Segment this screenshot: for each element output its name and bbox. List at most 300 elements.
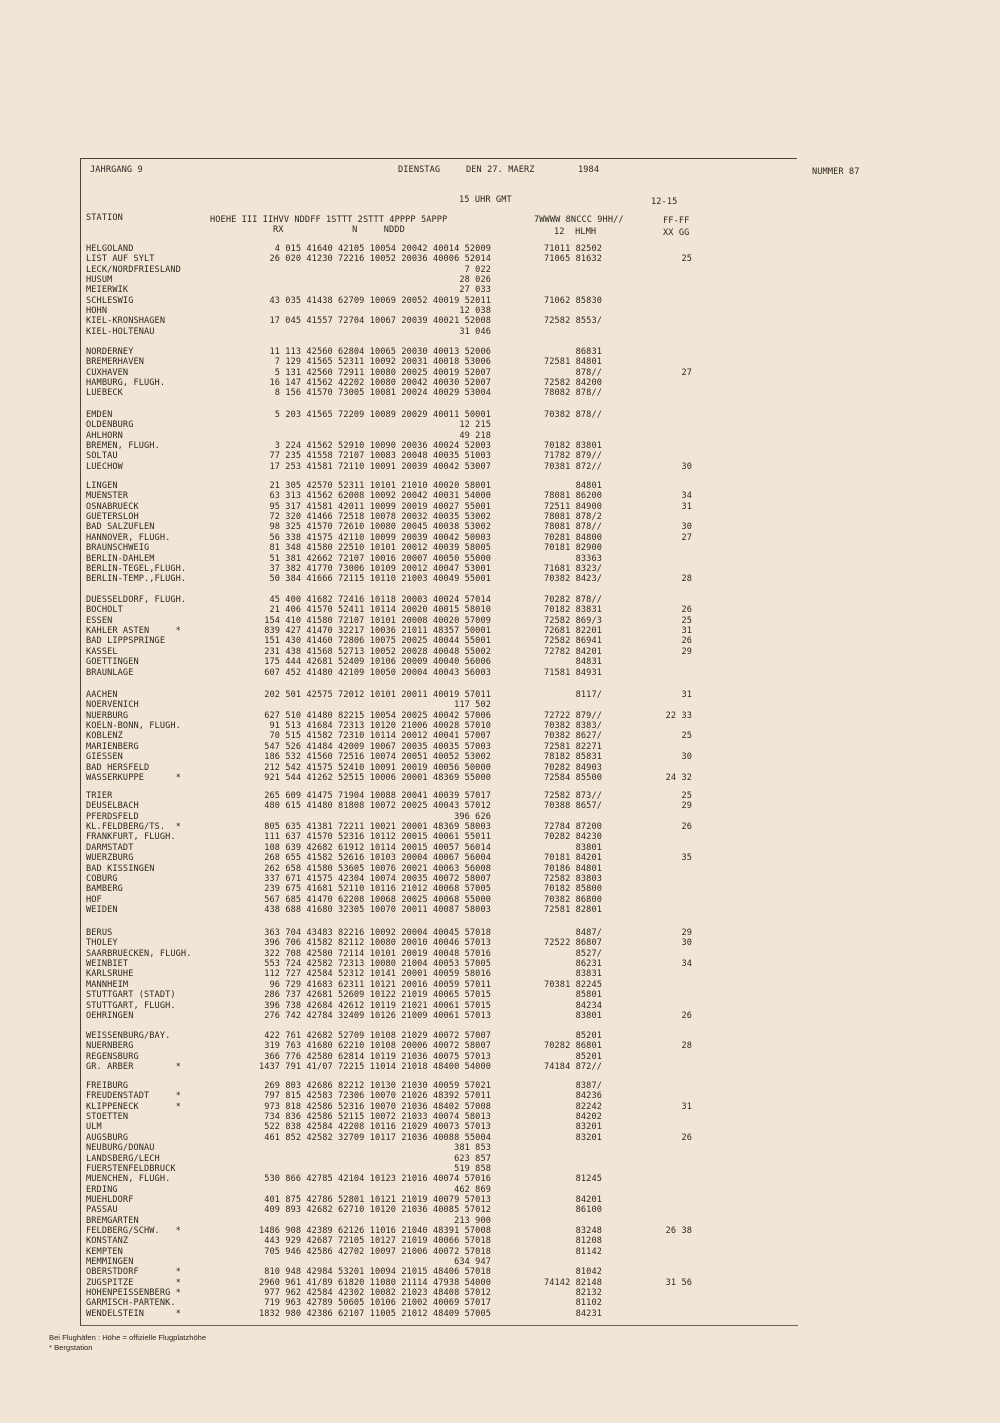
station-weather-groups: 70281 84800 — [543, 532, 602, 543]
station-weather-groups: 81102 — [575, 1298, 602, 1309]
station-name: MANNHEIM — [86, 979, 129, 990]
station-wind-gusts: 26 — [681, 605, 692, 616]
station-name: OSNABRUECK — [86, 501, 139, 512]
station-codes: 70 515 41582 72310 10114 20012 40041 57007 — [269, 731, 491, 742]
station-weather-groups: 878// — [575, 367, 602, 378]
station-name: GR. ARBER * — [86, 1062, 181, 1072]
station-codes: 45 400 41682 72416 10118 20003 40024 57014 — [269, 595, 491, 605]
station-name: OEHRINGEN — [86, 1010, 134, 1021]
station-codes: 627 510 41480 82215 10054 20025 40042 57006 — [264, 710, 491, 721]
column-header-weather: 7WWWW 8NCCC 9HH// — [534, 215, 624, 225]
station-codes: 26 020 41230 72216 10052 20036 40006 52014 — [269, 254, 491, 265]
station-codes: 381 853 — [454, 1143, 491, 1154]
station-wind-gusts: 30 — [681, 938, 692, 949]
station-wind-gusts: 28 — [681, 574, 692, 585]
station-name: STUTTGART, FLUGH. — [86, 1000, 176, 1011]
station-codes: 319 763 41680 62210 10108 20006 40072 58007 — [264, 1041, 491, 1052]
station-weather-groups: 72681 82201 — [543, 626, 602, 636]
station-name: MEMMINGEN — [86, 1257, 134, 1267]
station-name: WEINBIET — [86, 959, 129, 969]
station-name: KARLSRUHE — [86, 969, 134, 980]
station-name: KIEL-HOLTENAU — [86, 326, 155, 337]
station-codes: 973 818 42586 52316 10070 21036 48402 57008 — [264, 1101, 491, 1112]
station-codes: 409 893 42682 62710 10120 21036 40085 57012 — [264, 1205, 491, 1216]
station-codes: 480 615 41480 81808 10072 20025 40043 57012 — [264, 801, 491, 812]
station-codes: 805 635 41381 72211 10021 20001 48369 58003 — [264, 822, 491, 832]
station-name: ULM — [86, 1122, 102, 1133]
station-weather-groups: 72784 87200 — [543, 822, 602, 832]
station-name: BAD SALZUFLEN — [86, 522, 155, 533]
station-wind-gusts: 29 — [681, 801, 692, 812]
station-weather-groups: 83201 — [575, 1122, 602, 1133]
station-name: NUERNBERG — [86, 1041, 134, 1052]
station-weather-groups: 72584 85500 — [543, 772, 602, 783]
station-name: LUECHOW — [86, 461, 123, 472]
station-name: MUENCHEN, FLUGH. — [86, 1174, 171, 1185]
station-weather-groups: 81245 — [575, 1174, 602, 1185]
station-name: LINGEN — [86, 481, 118, 491]
station-codes: 1832 980 42386 62107 11005 21012 48409 57005 — [258, 1308, 491, 1319]
station-weather-groups: 70382 8423/ — [543, 574, 602, 585]
station-name: STUTTGART (STADT) — [86, 990, 176, 1001]
station-codes: 422 761 42682 52709 10108 21029 40072 57007 — [264, 1031, 491, 1041]
station-weather-groups: 78082 878// — [543, 388, 602, 399]
issue-number: NUMMER 87 — [812, 167, 860, 177]
station-weather-groups: 72722 879// — [543, 710, 602, 721]
station-name: GOETTINGEN — [86, 657, 139, 668]
station-weather-groups: 70182 83831 — [543, 605, 602, 616]
station-codes: 56 338 41575 42110 10099 20039 40042 50003 — [269, 532, 491, 543]
station-name: DARMSTADT — [86, 842, 134, 853]
station-codes: 337 671 41575 42304 10074 20035 40072 58007 — [264, 873, 491, 884]
station-codes: 438 688 41680 32305 10070 20011 40087 58003 — [264, 904, 491, 915]
station-codes: 1486 908 42389 62126 11016 21040 48391 57008 — [258, 1225, 491, 1236]
station-wind-gusts: 25 — [681, 791, 692, 801]
station-codes: 607 452 41480 42109 10050 20004 40043 56003 — [264, 667, 491, 678]
station-name: ZUGSPITZE * — [86, 1277, 181, 1288]
station-name: REGENSBURG — [86, 1051, 139, 1062]
station-codes: 530 866 42785 42104 10123 21016 40074 57016 — [264, 1174, 491, 1185]
station-codes: 3 224 41562 52910 10090 20036 40024 52003 — [274, 441, 491, 452]
station-name: WEISSENBURG/BAY. — [86, 1031, 171, 1041]
station-codes: 151 430 41460 72806 10075 20025 40044 55001 — [264, 636, 491, 647]
station-weather-groups: 70388 8657/ — [543, 801, 602, 812]
station-weather-groups: 78081 86200 — [543, 491, 602, 502]
station-name: HANNOVER, FLUGH. — [86, 532, 171, 543]
station-wind-gusts: 26 — [681, 1010, 692, 1021]
station-weather-groups: 72581 82271 — [543, 741, 602, 752]
station-weather-groups: 74142 82148 — [543, 1277, 602, 1288]
station-codes: 363 704 43483 82216 10092 20004 40045 57018 — [264, 928, 491, 938]
station-name: EMDEN — [86, 410, 113, 420]
station-name: KL.FELDBERG/TS. * — [86, 822, 181, 832]
station-weather-groups: 72581 82801 — [543, 904, 602, 915]
station-codes: 27 033 — [459, 285, 491, 296]
station-weather-groups: 83201 — [575, 1132, 602, 1143]
station-weather-groups: 82242 — [575, 1101, 602, 1112]
station-name: COBURG — [86, 873, 118, 884]
column-header-weather-sub: 12 HLMH — [554, 227, 597, 237]
station-name: DUESSELDORF, FLUGH. — [86, 595, 187, 605]
station-codes: 396 706 41582 82112 10080 20010 40046 57013 — [264, 938, 491, 949]
station-name: KONSTANZ — [86, 1236, 129, 1247]
station-codes: 396 626 — [454, 811, 491, 822]
station-codes: 154 410 41580 72107 10101 20008 40020 57009 — [264, 615, 491, 626]
station-name: OBERSTDORF * — [86, 1267, 181, 1278]
station-name: SAARBRUECKEN, FLUGH. — [86, 948, 192, 959]
station-name: HOHN — [86, 306, 108, 317]
station-codes: 2960 961 41/89 61820 11080 21114 47938 54000 — [258, 1277, 491, 1288]
station-weather-groups: 70181 84201 — [543, 853, 602, 864]
station-name: LUEBECK — [86, 388, 123, 399]
station-weather-groups: 84801 — [575, 481, 602, 491]
station-weather-groups: 78081 878// — [543, 522, 602, 533]
station-name: LECK/NORDFRIESLAND — [86, 264, 181, 275]
station-name: NEUBURG/DONAU — [86, 1143, 155, 1154]
station-name: AHLHORN — [86, 430, 123, 441]
station-weather-groups: 71065 81632 — [543, 254, 602, 265]
station-codes: 202 501 42575 72012 10101 20011 40019 57011 — [264, 690, 491, 700]
station-weather-groups: 70381 82245 — [543, 979, 602, 990]
station-wind-gusts: 26 — [681, 822, 692, 832]
station-wind-gusts: 28 — [681, 1041, 692, 1052]
station-codes: 265 609 41475 71904 10088 20041 40039 57017 — [264, 791, 491, 801]
station-name: HOHENPEISSENBERG * — [86, 1288, 181, 1298]
station-wind-gusts: 24 32 — [665, 772, 692, 783]
station-codes: 111 637 41570 52316 10112 20015 40061 55011 — [264, 832, 491, 843]
station-name: BERLIN-DAHLEM — [86, 553, 155, 564]
station-weather-groups: 84831 — [575, 657, 602, 668]
station-codes: 12 038 — [459, 306, 491, 317]
station-codes: 117 502 — [454, 700, 491, 711]
station-weather-groups: 72582 86941 — [543, 636, 602, 647]
station-name: OLDENBURG — [86, 420, 134, 431]
station-codes: 12 215 — [459, 420, 491, 431]
column-header-station: STATION — [86, 213, 123, 223]
station-weather-groups: 70182 83801 — [543, 441, 602, 452]
station-weather-groups: 72782 84201 — [543, 646, 602, 657]
column-header-codes: HOEHE III IIHVV NDDFF 1STTT 2STTT 4PPPP 5APPP — [210, 215, 448, 225]
station-weather-groups: 71011 82502 — [543, 244, 602, 254]
station-weather-groups: 82132 — [575, 1288, 602, 1298]
station-codes: 634 947 — [454, 1257, 491, 1267]
station-wind-gusts: 26 38 — [665, 1225, 692, 1236]
station-codes: 63 313 41562 62008 10092 20042 40031 54000 — [269, 491, 491, 502]
station-codes: 7 129 41565 52311 10092 20031 40018 53006 — [274, 357, 491, 368]
station-name: PFERDSFELD — [86, 811, 139, 822]
station-wind-gusts: 30 — [681, 461, 692, 472]
station-codes: 186 532 41560 72516 10074 20051 40052 53002 — [264, 752, 491, 763]
station-weather-groups: 8117/ — [575, 690, 602, 700]
station-weather-groups: 70181 82900 — [543, 543, 602, 554]
station-name: LANDSBERG/LECH — [86, 1153, 160, 1164]
station-weather-groups: 71062 85830 — [543, 295, 602, 306]
station-name: BERLIN-TEGEL,FLUGH. — [86, 563, 187, 574]
station-codes: 322 708 42580 72114 10101 20019 40048 57016 — [264, 948, 491, 959]
station-codes: 1437 791 41/07 72215 11014 21018 48400 54000 — [258, 1062, 491, 1072]
station-name: WASSERKUPPE * — [86, 772, 181, 783]
date-label: DEN 27. MAERZ — [466, 165, 535, 175]
station-name: THOLEY — [86, 938, 118, 949]
station-weather-groups: 81042 — [575, 1267, 602, 1278]
station-codes: 81 348 41580 22510 10101 20012 40039 58005 — [269, 543, 491, 554]
station-codes: 462 869 — [454, 1184, 491, 1195]
column-header-wind: FF-FF — [663, 216, 690, 226]
station-weather-groups: 70382 8627/ — [543, 731, 602, 742]
station-weather-groups: 81208 — [575, 1236, 602, 1247]
station-name: HUSUM — [86, 275, 113, 286]
station-codes: 4 015 41640 42105 10054 20042 40014 52009 — [274, 244, 491, 254]
station-name: BERLIN-TEMP.,FLUGH. — [86, 574, 187, 585]
station-name: WENDELSTEIN * — [86, 1308, 181, 1319]
station-codes: 21 305 42570 52311 10101 21010 40020 58001 — [269, 481, 491, 491]
station-codes: 91 513 41684 72313 10120 21006 40028 57010 — [269, 721, 491, 731]
station-codes: 461 852 42582 32709 10117 21036 40088 55004 — [264, 1132, 491, 1143]
station-codes: 16 147 41562 42202 10080 20042 40030 52007 — [269, 378, 491, 389]
station-name: HOF — [86, 894, 102, 905]
station-name: KOELN-BONN, FLUGH. — [86, 721, 181, 731]
station-codes: 719 963 42789 50605 10106 21002 40069 57017 — [264, 1298, 491, 1309]
station-name: WEIDEN — [86, 904, 118, 915]
station-weather-groups: 84202 — [575, 1112, 602, 1122]
station-codes: 396 738 42684 42612 10119 21021 40061 57015 — [264, 1000, 491, 1011]
station-codes: 734 836 42586 52115 10072 21033 40074 58013 — [264, 1112, 491, 1122]
station-weather-groups: 85801 — [575, 990, 602, 1001]
station-wind-gusts: 31 56 — [665, 1277, 692, 1288]
station-codes: 212 542 41575 52410 10091 20019 40056 50000 — [264, 762, 491, 773]
station-codes: 5 203 41565 72209 10089 20029 40011 50001 — [274, 410, 491, 420]
station-codes: 21 406 41570 52411 10114 20020 40015 58010 — [269, 605, 491, 616]
footnote-mountain: * Bergstation — [49, 1343, 93, 1352]
station-codes: 239 675 41681 52110 10116 21012 40068 57005 — [264, 884, 491, 895]
station-name: WUERZBURG — [86, 853, 134, 864]
station-weather-groups: 70382 878// — [543, 410, 602, 420]
station-name: KOBLENZ — [86, 731, 123, 742]
station-name: ESSEN — [86, 615, 113, 626]
station-weather-groups: 84236 — [575, 1091, 602, 1102]
station-weather-groups: 86100 — [575, 1205, 602, 1216]
station-wind-gusts: 30 — [681, 522, 692, 533]
station-name: SCHLESWIG — [86, 295, 134, 306]
station-name: NUERBURG — [86, 710, 129, 721]
station-weather-groups: 8527/ — [575, 948, 602, 959]
station-codes: 276 742 42784 32409 10126 21009 40061 57013 — [264, 1010, 491, 1021]
station-codes: 37 382 41770 73006 10109 20012 40047 53001 — [269, 563, 491, 574]
station-weather-groups: 72582 873// — [543, 791, 602, 801]
station-name: BRAUNSCHWEIG — [86, 543, 150, 554]
station-codes: 977 962 42584 42302 10082 21023 48408 57012 — [264, 1288, 491, 1298]
station-weather-groups: 70282 84903 — [543, 762, 602, 773]
station-wind-gusts: 22 33 — [665, 710, 692, 721]
station-weather-groups: 83831 — [575, 969, 602, 980]
station-weather-groups: 83248 — [575, 1225, 602, 1236]
station-codes: 112 727 42584 52312 10141 20001 40059 58016 — [264, 969, 491, 980]
station-codes: 443 929 42687 72105 10127 21019 40066 57018 — [264, 1236, 491, 1247]
station-name: MUENSTER — [86, 491, 129, 502]
station-weather-groups: 84201 — [575, 1194, 602, 1205]
station-codes: 519 858 — [454, 1163, 491, 1174]
station-wind-gusts: 34 — [681, 959, 692, 969]
station-codes: 269 803 42686 82212 10130 21030 40059 57021 — [264, 1081, 491, 1091]
station-codes: 96 729 41683 62311 10121 20016 40059 57011 — [269, 979, 491, 990]
station-weather-groups: 72511 84900 — [543, 501, 602, 512]
station-weather-groups: 85201 — [575, 1051, 602, 1062]
station-weather-groups: 70282 84230 — [543, 832, 602, 843]
station-codes: 797 815 42583 72306 10070 21026 48392 57011 — [264, 1091, 491, 1102]
station-name: BAD HERSFELD — [86, 762, 150, 773]
station-weather-groups: 71681 8323/ — [543, 563, 602, 574]
station-name: MARIENBERG — [86, 741, 139, 752]
station-name: SOLTAU — [86, 451, 118, 462]
station-weather-groups: 83801 — [575, 1010, 602, 1021]
station-weather-groups: 85201 — [575, 1031, 602, 1041]
station-wind-gusts: 27 — [681, 367, 692, 378]
station-name: AACHEN — [86, 690, 118, 700]
station-codes: 921 544 41262 52515 10006 20001 48369 55000 — [264, 772, 491, 783]
station-name: MUEHLDORF — [86, 1194, 134, 1205]
station-weather-groups: 84231 — [575, 1308, 602, 1319]
station-name: KAHLER ASTEN * — [86, 626, 181, 636]
station-name: HELGOLAND — [86, 244, 134, 254]
station-codes: 213 900 — [454, 1215, 491, 1226]
column-header-wind-sub: XX GG — [663, 228, 690, 238]
station-wind-gusts: 31 — [681, 626, 692, 636]
station-weather-groups: 70186 84801 — [543, 863, 602, 874]
observation-time: 15 UHR GMT — [459, 195, 512, 205]
station-name: GUETERSLOH — [86, 512, 139, 522]
station-wind-gusts: 27 — [681, 532, 692, 543]
station-weather-groups: 71581 84931 — [543, 667, 602, 678]
station-wind-gusts: 31 — [681, 690, 692, 700]
station-wind-gusts: 29 — [681, 928, 692, 938]
footnote-airports: Bei Flughäfen : Höhe = offizielle Flugplatzhöhe — [49, 1333, 207, 1342]
station-codes: 31 046 — [459, 326, 491, 337]
station-name: BERUS — [86, 928, 113, 938]
station-codes: 5 131 42560 72911 10080 20025 40019 52007 — [274, 367, 491, 378]
column-header-codes-sub: RX N NDDD — [273, 225, 405, 235]
station-codes: 547 526 41484 42009 10067 20035 40035 57003 — [264, 741, 491, 752]
period-label: 12-15 — [651, 197, 678, 207]
station-weather-groups: 83363 — [575, 553, 602, 564]
volume-label: JAHRGANG 9 — [90, 165, 143, 175]
station-weather-groups: 70282 878// — [543, 595, 602, 605]
station-name: TRIER — [86, 791, 113, 801]
station-codes: 17 045 41557 72704 10067 20039 40021 52008 — [269, 316, 491, 327]
station-codes: 43 035 41438 62709 10069 20052 40019 52011 — [269, 295, 491, 306]
station-codes: 839 427 41470 32217 10036 21011 48357 50001 — [264, 626, 491, 636]
station-name: BOCHOLT — [86, 605, 123, 616]
station-weather-groups: 84234 — [575, 1000, 602, 1011]
station-name: BAMBERG — [86, 884, 123, 895]
station-wind-gusts: 30 — [681, 752, 692, 763]
station-name: PASSAU — [86, 1205, 118, 1216]
year-label: 1984 — [578, 165, 600, 175]
station-codes: 72 320 41466 72518 10078 20032 40035 53002 — [269, 512, 491, 522]
station-name: BRAUNLAGE — [86, 667, 134, 678]
station-wind-gusts: 35 — [681, 853, 692, 864]
station-weather-groups: 72582 8553/ — [543, 316, 602, 327]
station-codes: 98 325 41570 72610 10080 20045 40038 53002 — [269, 522, 491, 533]
station-name: GARMISCH-PARTENK. — [86, 1298, 176, 1309]
station-codes: 553 724 42582 72313 10080 21004 40053 57005 — [264, 959, 491, 969]
weekday-label: DIENSTAG — [398, 165, 441, 175]
station-name: NOERVENICH — [86, 700, 139, 711]
station-name: KLIPPENECK * — [86, 1101, 181, 1112]
station-name: BREMEN, FLUGH. — [86, 441, 160, 452]
station-codes: 108 639 42682 61912 10114 20015 40057 56014 — [264, 842, 491, 853]
station-codes: 28 026 — [459, 275, 491, 286]
station-codes: 623 857 — [454, 1153, 491, 1164]
station-weather-groups: 74184 872// — [543, 1062, 602, 1072]
station-name: FREUDENSTADT * — [86, 1091, 181, 1102]
station-codes: 175 444 42681 52409 10106 20009 40040 56006 — [264, 657, 491, 668]
station-name: KEMPTEN — [86, 1246, 123, 1257]
station-weather-groups: 71782 879// — [543, 451, 602, 462]
station-codes: 49 218 — [459, 430, 491, 441]
station-name: STOETTEN — [86, 1112, 129, 1122]
station-weather-groups: 86831 — [575, 347, 602, 357]
station-weather-groups: 70382 86800 — [543, 894, 602, 905]
station-weather-groups: 78182 85831 — [543, 752, 602, 763]
top-rule — [80, 158, 797, 159]
station-name: HAMBURG, FLUGH. — [86, 378, 166, 389]
station-weather-groups: 70182 85800 — [543, 884, 602, 895]
station-weather-groups: 70382 8383/ — [543, 721, 602, 731]
station-codes: 522 838 42584 42208 10116 21029 40073 57013 — [264, 1122, 491, 1133]
station-wind-gusts: 34 — [681, 491, 692, 502]
station-wind-gusts: 26 — [681, 1132, 692, 1143]
station-wind-gusts: 31 — [681, 501, 692, 512]
station-weather-groups: 81142 — [575, 1246, 602, 1257]
station-weather-groups: 78081 878/2 — [543, 512, 602, 522]
station-codes: 8 156 41570 73005 10081 20024 40029 53004 — [274, 388, 491, 399]
station-weather-groups: 72582 869/3 — [543, 615, 602, 626]
station-weather-groups: 72582 83803 — [543, 873, 602, 884]
station-wind-gusts: 26 — [681, 636, 692, 647]
station-name: BAD LIPPSPRINGE — [86, 636, 166, 647]
station-name: DEUSELBACH — [86, 801, 139, 812]
station-name: KASSEL — [86, 646, 118, 657]
station-wind-gusts: 31 — [681, 1101, 692, 1112]
station-name: MEIERWIK — [86, 285, 129, 296]
station-weather-groups: 70282 86801 — [543, 1041, 602, 1052]
station-weather-groups: 83801 — [575, 842, 602, 853]
station-codes: 705 946 42586 42702 10097 21006 40072 57018 — [264, 1246, 491, 1257]
station-codes: 262 658 41580 53605 10076 20021 40063 56008 — [264, 863, 491, 874]
station-name: LIST AUF SYLT — [86, 254, 155, 265]
station-name: BAD KISSINGEN — [86, 863, 155, 874]
station-name: NORDERNEY — [86, 347, 134, 357]
station-codes: 50 384 41666 72115 10110 21003 40049 55001 — [269, 574, 491, 585]
station-name: BREMERHAVEN — [86, 357, 145, 368]
station-codes: 11 113 42560 62804 10065 20030 40013 52006 — [269, 347, 491, 357]
station-name: FUERSTENFELDBRUCK — [86, 1163, 176, 1174]
station-codes: 77 235 41558 72107 10083 20048 40035 51003 — [269, 451, 491, 462]
station-name: AUGSBURG — [86, 1132, 129, 1143]
station-wind-gusts: 25 — [681, 731, 692, 742]
station-name: GIESSEN — [86, 752, 123, 763]
station-codes: 401 875 42786 52801 10121 21019 40079 57013 — [264, 1194, 491, 1205]
station-weather-groups: 72522 86807 — [543, 938, 602, 949]
station-name: FRANKFURT, FLUGH. — [86, 832, 176, 843]
station-weather-groups: 72581 84801 — [543, 357, 602, 368]
station-codes: 231 438 41568 52713 10052 20028 40048 55002 — [264, 646, 491, 657]
station-wind-gusts: 25 — [681, 254, 692, 265]
station-wind-gusts: 29 — [681, 646, 692, 657]
station-weather-groups: 86231 — [575, 959, 602, 969]
station-codes: 51 381 42662 72107 10016 20007 40050 55000 — [269, 553, 491, 564]
station-codes: 366 776 42580 62814 10119 21036 40075 57013 — [264, 1051, 491, 1062]
